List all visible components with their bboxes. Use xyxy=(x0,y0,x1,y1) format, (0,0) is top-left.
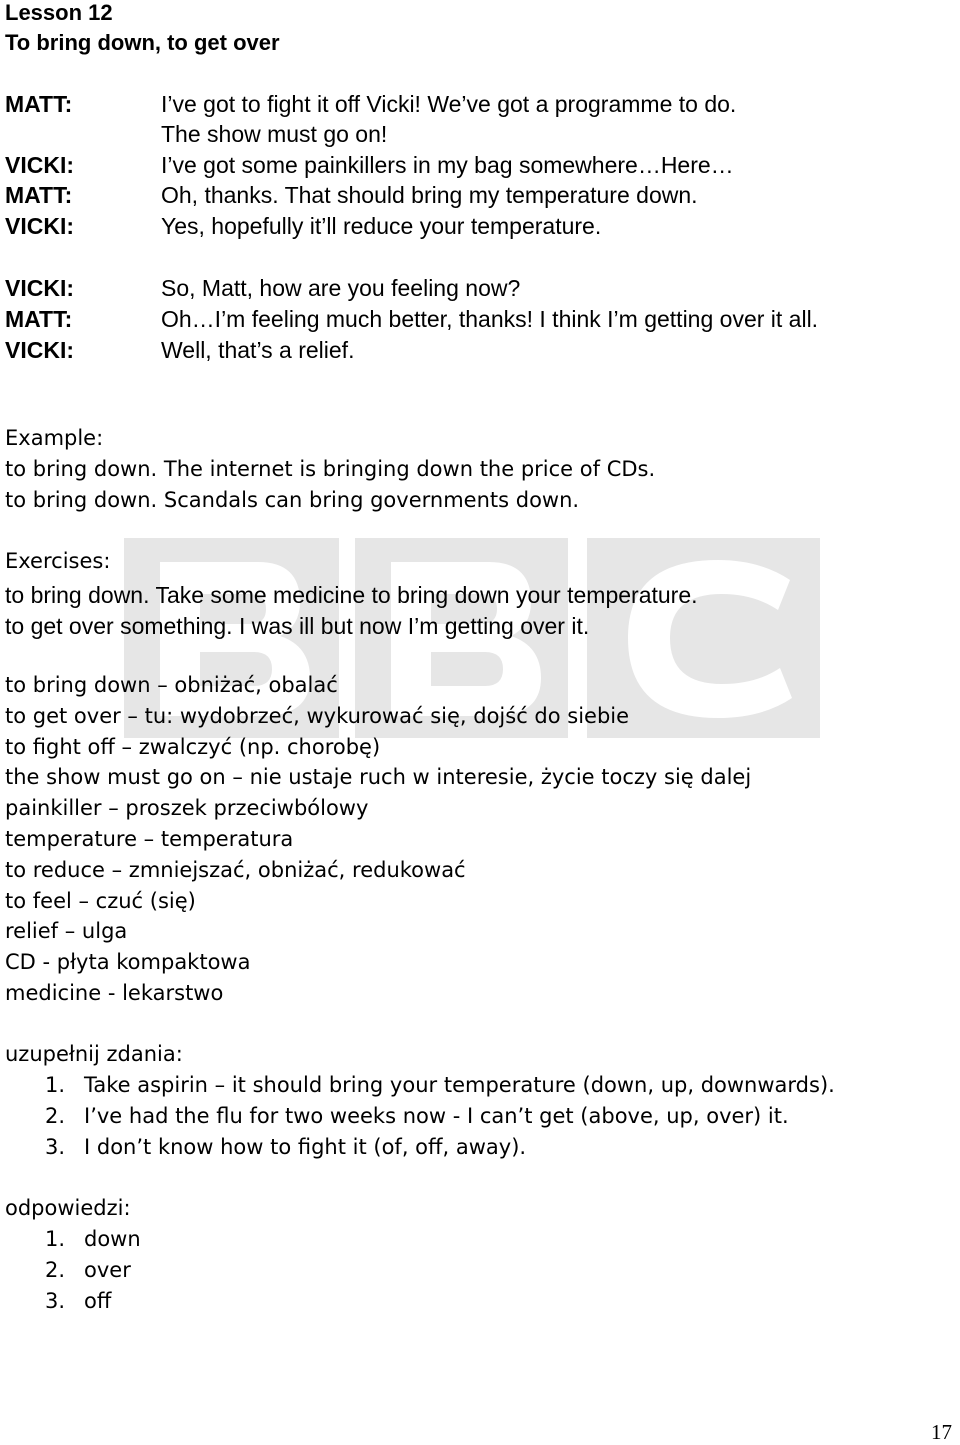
answer-number: 1. xyxy=(45,1227,66,1251)
dialogue-line: So, Matt, how are you feeling now? xyxy=(161,275,521,301)
dialogue-line: Yes, hopefully it’ll reduce your temperature. xyxy=(161,213,602,239)
example-line: to bring down. The internet is bringing down the price of CDs. xyxy=(5,457,656,481)
task-sentence: Take aspirin – it should bring your temperature (down, up, downwards). xyxy=(84,1073,835,1097)
dialogue-line: Oh…I’m feeling much better, thanks! I think I’m getting over it all. xyxy=(161,306,819,332)
speaker-label: MATT: xyxy=(5,182,73,208)
answer-number: 2. xyxy=(45,1258,66,1282)
vocabulary-item: CD - płyta kompaktowa xyxy=(5,950,251,974)
task-heading: uzupełnij zdania: xyxy=(5,1042,183,1066)
speaker-label: VICKI: xyxy=(5,275,74,301)
lesson-title: To bring down, to get over xyxy=(5,30,280,55)
answer-number: 3. xyxy=(45,1289,66,1313)
answer-text: off xyxy=(84,1289,112,1313)
vocabulary-item: to get over – tu: wydobrzeć, wykurować się, dojść do siebie xyxy=(5,704,630,728)
dialogue-line: I’ve got to fight it off Vicki! We’ve got a programme to do. xyxy=(161,91,737,117)
vocabulary-item: medicine - lekarstwo xyxy=(5,981,224,1005)
lesson-number: Lesson 12 xyxy=(5,0,113,25)
speaker-label: MATT: xyxy=(5,306,73,332)
answer-text: down xyxy=(84,1227,141,1251)
answers-heading: odpowiedzi: xyxy=(5,1196,131,1220)
speaker-label: MATT: xyxy=(5,91,73,117)
vocabulary-item: the show must go on – nie ustaje ruch w interesie, życie toczy się dalej xyxy=(5,765,752,789)
vocabulary-item: to bring down – obniżać, obalać xyxy=(5,673,338,697)
speaker-label: VICKI: xyxy=(5,337,74,363)
vocabulary-item: to reduce – zmniejszać, obniżać, redukować xyxy=(5,858,466,882)
answer-text: over xyxy=(84,1258,131,1282)
vocabulary-item: to fight off – zwalczyć (np. chorobę) xyxy=(5,735,381,759)
dialogue-line: I’ve got some painkillers in my bag somewhere…Here… xyxy=(161,152,734,178)
examples-heading: Example: xyxy=(5,426,104,450)
dialogue-line: The show must go on! xyxy=(161,121,388,147)
task-sentence: I’ve had the flu for two weeks now - I can’t get (above, up, over) it. xyxy=(84,1104,789,1128)
task-sentence: I don’t know how to fight it (of, off, away). xyxy=(84,1135,527,1159)
dialogue-line: Oh, thanks. That should bring my temperature down. xyxy=(161,182,698,208)
example-line: to bring down. Scandals can bring governments down. xyxy=(5,488,580,512)
vocabulary-item: to feel – czuć (się) xyxy=(5,889,196,913)
page-number: 17 xyxy=(931,1420,952,1444)
speaker-label: VICKI: xyxy=(5,213,74,239)
dialogue-line: Well, that’s a relief. xyxy=(161,337,355,363)
vocabulary-item: temperature – temperatura xyxy=(5,827,294,851)
exercises-heading: Exercises: xyxy=(5,549,111,573)
vocabulary-item: painkiller – proszek przeciwbólowy xyxy=(5,796,369,820)
task-number: 3. xyxy=(45,1135,66,1159)
vocabulary-item: relief – ulga xyxy=(5,919,128,943)
task-number: 1. xyxy=(45,1073,66,1097)
task-number: 2. xyxy=(45,1104,66,1128)
exercise-line: to get over something. I was ill but now I’m getting over it. xyxy=(5,613,590,639)
speaker-label: VICKI: xyxy=(5,152,74,178)
exercise-line: to bring down. Take some medicine to bring down your temperature. xyxy=(5,582,698,608)
